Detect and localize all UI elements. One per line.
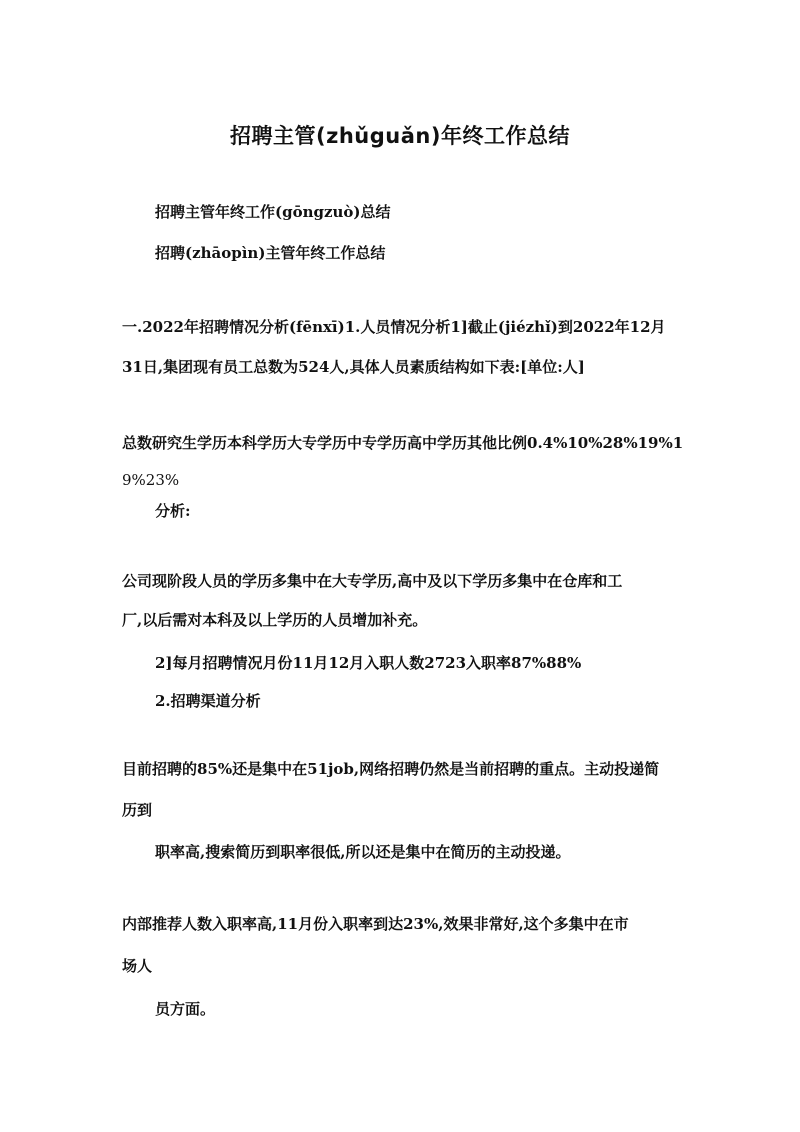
paragraph-line: 招聘(zhāopìn)主管年终工作总结	[155, 244, 386, 262]
paragraph-line: 公司现阶段人员的学历多集中在大专学历,高中及以下学历多集中在仓库和工	[122, 572, 623, 590]
paragraph-line: 员方面。	[155, 1000, 216, 1018]
paragraph-line: 历到	[122, 801, 153, 819]
paragraph-line: 总数研究生学历本科学历大专学历中专学历高中学历其他比例0.4%10%28%19%1	[122, 434, 684, 452]
paragraph-line: 一.2022年招聘情况分析(fēnxī)1.人员情况分析1]截止(jiézhǐ)到2022年12月	[122, 318, 666, 336]
paragraph-line: 9%23%	[122, 471, 180, 489]
paragraph-line: 内部推荐人数入职率高,11月份入职率到达23%,效果非常好,这个多集中在市	[122, 915, 629, 933]
paragraph-line: 31日,集团现有员工总数为524人,具体人员素质结构如下表:[单位:人]	[122, 358, 585, 376]
paragraph-line: 场人	[122, 957, 153, 975]
paragraph-line: 2]每月招聘情况月份11月12月入职人数2723入职率87%88%	[155, 654, 582, 672]
paragraph-line: 目前招聘的85%还是集中在51job,网络招聘仍然是当前招聘的重点。主动投递简	[122, 760, 660, 778]
paragraph-line: 2.招聘渠道分析	[155, 692, 261, 710]
paragraph-line: 分析:	[155, 502, 191, 520]
paragraph-line: 招聘主管年终工作(gōngzuò)总结	[155, 203, 391, 221]
document-title: 招聘主管(zhǔguǎn)年终工作总结	[230, 124, 570, 148]
paragraph-line: 职率高,搜索简历到职率很低,所以还是集中在简历的主动投递。	[155, 843, 571, 861]
paragraph-line: 厂,以后需对本科及以上学历的人员增加补充。	[122, 611, 428, 629]
